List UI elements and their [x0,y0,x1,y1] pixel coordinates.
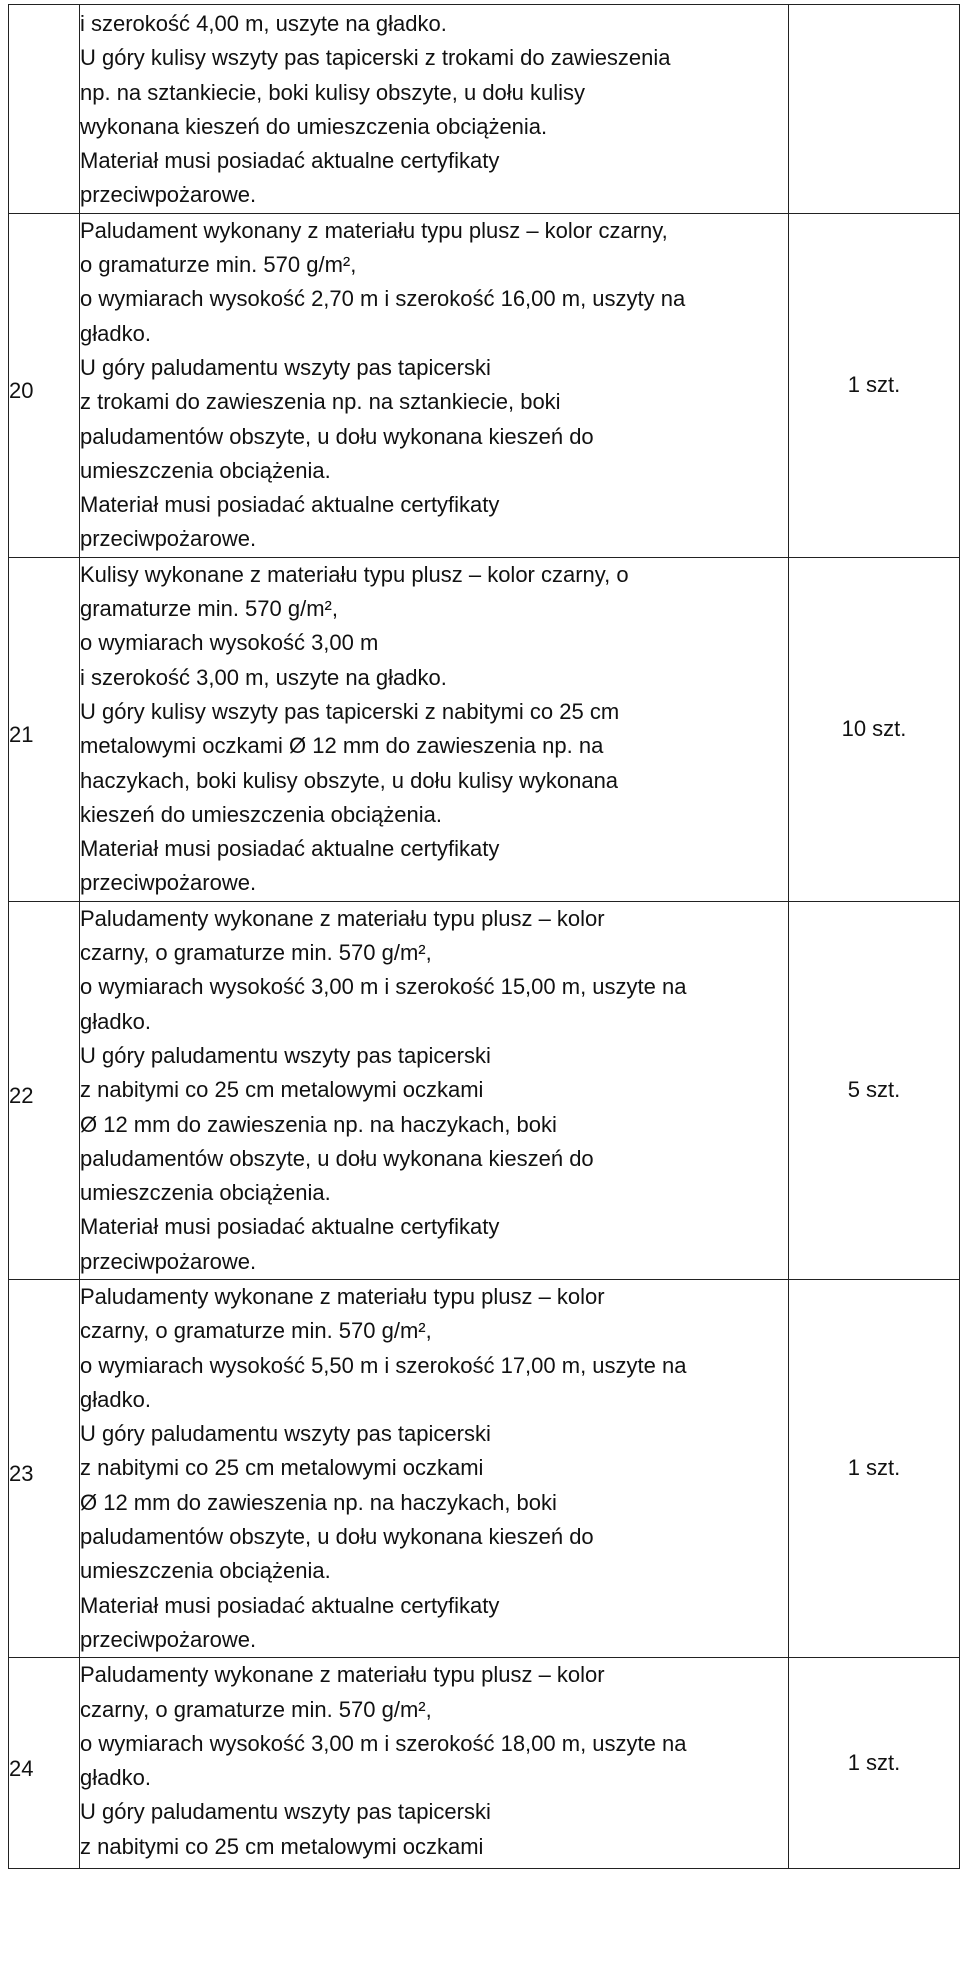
item-quantity: 5 szt. [847,1077,901,1103]
description-line: gładko. [80,1765,151,1791]
item-number-cell [9,901,80,1279]
item-description-cell [80,213,789,557]
item-quantity: 1 szt. [847,1455,901,1481]
item-quantity-cell [789,5,960,214]
item-quantity: 1 szt. [847,1749,901,1775]
table-row [9,5,960,214]
description-line: Paludamenty wykonane z materiału typu plusz – kolor [80,1283,605,1309]
description-line: umieszczenia obciążenia. [80,1558,331,1584]
item-number-cell [9,1279,80,1657]
description-line: U góry paludamentu wszyty pas tapicerski [80,354,491,380]
description-line: Materiał musi posiadać aktualne certyfikaty [80,492,500,518]
description-line: o wymiarach wysokość 3,00 m [80,630,379,656]
description-line: U góry kulisy wszyty pas tapicerski z trokami do zawieszenia [80,45,671,71]
description-line: gładko. [80,1008,151,1034]
table-row [9,1279,960,1657]
description-line: przeciwpożarowe. [80,1248,257,1274]
item-number-cell [9,5,80,214]
description-line: o wymiarach wysokość 3,00 m i szerokość 15,00 m, uszyte na [80,974,687,1000]
item-number: 24 [9,1755,34,1781]
description-line: Materiał musi posiadać aktualne certyfikaty [80,836,500,862]
description-line: Ø 12 mm do zawieszenia np. na haczykach, boki [80,1489,557,1515]
description-line: kieszeń do umieszczenia obciążenia. [80,801,442,827]
description-line: czarny, o gramaturze min. 570 g/m², [80,1318,432,1344]
table-row [9,1658,960,1869]
item-number: 23 [9,1461,34,1487]
description-line: paludamentów obszyte, u dołu wykonana kieszeń do [80,1145,594,1171]
description-line: paludamentów obszyte, u dołu wykonana kieszeń do [80,1524,594,1550]
description-line: Materiał musi posiadać aktualne certyfikaty [80,1592,500,1618]
description-line: o wymiarach wysokość 3,00 m i szerokość 18,00 m, uszyte na [80,1730,687,1756]
item-description-cell [80,1279,789,1657]
description-line: Paludamenty wykonane z materiału typu plusz – kolor [80,1662,605,1688]
description-line: Paludament wykonany z materiału typu plusz – kolor czarny, [80,217,668,243]
table-row [9,901,960,1279]
item-quantity-cell [789,1658,960,1869]
description-line: z nabitymi co 25 cm metalowymi oczkami [80,1077,484,1103]
description-line: z nabitymi co 25 cm metalowymi oczkami [80,1833,484,1859]
item-description-cell [80,5,789,214]
item-number: 22 [9,1083,34,1109]
description-line: metalowymi oczkami Ø 12 mm do zawieszenia np. na [80,733,604,759]
description-line: przeciwpożarowe. [80,526,257,552]
description-line: z trokami do zawieszenia np. na sztankiecie, boki [80,389,561,415]
description-line: np. na sztankiecie, boki kulisy obszyte, u dołu kulisy [80,79,586,105]
description-line: Ø 12 mm do zawieszenia np. na haczykach, boki [80,1111,557,1137]
description-line: umieszczenia obciążenia. [80,457,331,483]
item-number [9,103,79,115]
item-description-cell [80,901,789,1279]
item-number-cell [9,1658,80,1869]
item-quantity-cell [789,557,960,901]
description-line: U góry paludamentu wszyty pas tapicerski [80,1421,491,1447]
item-number: 21 [9,722,34,748]
description-line: czarny, o gramaturze min. 570 g/m², [80,940,432,966]
table-row [9,557,960,901]
item-number: 20 [9,378,34,404]
description-line: gładko. [80,1386,151,1412]
description-line: wykonana kieszeń do umieszczenia obciążenia. [80,113,548,139]
description-line: przeciwpożarowe. [80,870,257,896]
description-line: o wymiarach wysokość 5,50 m i szerokość 17,00 m, uszyte na [80,1352,687,1378]
item-number-cell [9,557,80,901]
description-line: paludamentów obszyte, u dołu wykonana kieszeń do [80,423,594,449]
description-line: gładko. [80,320,151,346]
specification-table [8,4,960,1869]
item-quantity-cell [789,213,960,557]
description-line: przeciwpożarowe. [80,1626,257,1652]
item-quantity-cell [789,901,960,1279]
item-quantity-cell [789,1279,960,1657]
description-line: i szerokość 4,00 m, uszyte na gładko. [80,11,447,36]
item-description-cell [80,557,789,901]
description-line: przeciwpożarowe. [80,182,257,208]
description-line: o gramaturze min. 570 g/m², [80,252,357,278]
item-quantity: 1 szt. [847,372,901,398]
description-line: gramaturze min. 570 g/m², [80,596,338,622]
description-line: czarny, o gramaturze min. 570 g/m², [80,1696,432,1722]
description-line: o wymiarach wysokość 2,70 m i szerokość 16,00 m, uszyty na [80,286,686,312]
specification-table-body [9,5,960,1869]
item-number-cell [9,213,80,557]
description-line: haczykach, boki kulisy obszyte, u dołu kulisy wykonana [80,767,619,793]
description-line: U góry kulisy wszyty pas tapicerski z nabitymi co 25 cm [80,698,620,724]
table-row [9,213,960,557]
item-description-cell [80,1658,789,1869]
description-line: U góry paludamentu wszyty pas tapicerski [80,1799,491,1825]
description-line: z nabitymi co 25 cm metalowymi oczkami [80,1455,484,1481]
item-quantity: 10 szt. [841,716,907,742]
description-line: U góry paludamentu wszyty pas tapicerski [80,1042,491,1068]
description-line: Materiał musi posiadać aktualne certyfikaty [80,1214,500,1240]
description-line: umieszczenia obciążenia. [80,1180,331,1206]
description-line: Paludamenty wykonane z materiału typu plusz – kolor [80,905,605,931]
description-line: i szerokość 3,00 m, uszyte na gładko. [80,664,447,690]
description-line: Materiał musi posiadać aktualne certyfikaty [80,148,500,174]
description-line: Kulisy wykonane z materiału typu plusz – kolor czarny, o [80,561,629,587]
